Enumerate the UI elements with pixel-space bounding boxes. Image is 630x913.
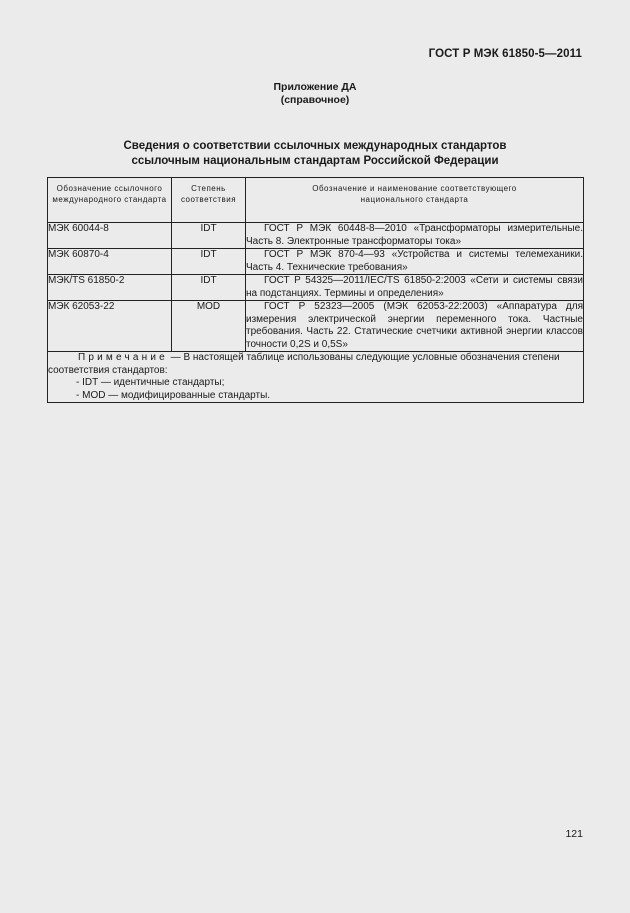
annex-heading: [0, 81, 630, 107]
cell-degree: IDT: [172, 249, 246, 275]
cell-national: ГОСТ Р 54325—2011/IEC/TS 61850-2:2003 «Сети и системы связи на подстанциях. Термины и определения»: [246, 275, 583, 299]
annex-subtitle: (справочное): [280, 94, 350, 106]
table-title: [0, 139, 630, 169]
annex-title: Приложение ДА: [273, 81, 357, 93]
table-row: [48, 275, 584, 301]
cell-standard: МЭК 62053-22: [48, 301, 172, 352]
table-row: [48, 223, 584, 249]
standards-table: [47, 177, 584, 403]
table-row: [48, 249, 584, 275]
cell-degree: MOD: [172, 301, 246, 352]
header-international-standard: Обозначение ссылочного международного стандарта: [48, 178, 172, 223]
table-header-row: [48, 178, 584, 223]
page-number: 121: [565, 828, 583, 840]
cell-national: ГОСТ Р МЭК 60448-8—2010 «Трансформаторы измерительные. Часть 8. Электронные трансформаторы тока»: [246, 223, 583, 247]
note-label: Примечание: [78, 352, 168, 363]
cell-degree: IDT: [172, 223, 246, 249]
cell-standard: МЭК 60044-8: [48, 223, 172, 249]
table-title-line-1: Сведения о соответствии ссылочных международных стандартов: [123, 140, 507, 152]
table-row: [48, 301, 584, 352]
cell-standard: МЭК/TS 61850-2: [48, 275, 172, 301]
note-item-idt: - IDT — идентичные стандарты;: [76, 377, 225, 388]
note-text: Примечание — В настоящей таблице использованы следующие условные обозначения степени соответствия стандартов:: [48, 352, 560, 376]
cell-national: ГОСТ Р 52323—2005 (МЭК 62053-22:2003) «Аппаратура для измерения электрической энергии переменного тока. Частные требования. Часть 22. Статические счетчики активной энергии классов точности 0,2S и 0,5S»: [246, 301, 583, 350]
header-degree: Степень соответствия: [172, 178, 246, 223]
table-title-line-2: ссылочным национальным стандартам Российской Федерации: [131, 155, 499, 167]
table-note: [48, 352, 584, 403]
cell-standard: МЭК 60870-4: [48, 249, 172, 275]
cell-degree: IDT: [172, 275, 246, 301]
cell-national: ГОСТ Р МЭК 870-4—93 «Устройства и системы телемеханики. Часть 4. Технические требования»: [246, 249, 583, 273]
table-note-row: [48, 352, 584, 403]
note-item-mod: - MOD — модифицированные стандарты.: [76, 389, 271, 401]
header-national-standard: Обозначение и наименование соответствующего национального стандарта: [246, 178, 584, 223]
document-id: ГОСТ Р МЭК 61850-5—2011: [428, 48, 582, 60]
